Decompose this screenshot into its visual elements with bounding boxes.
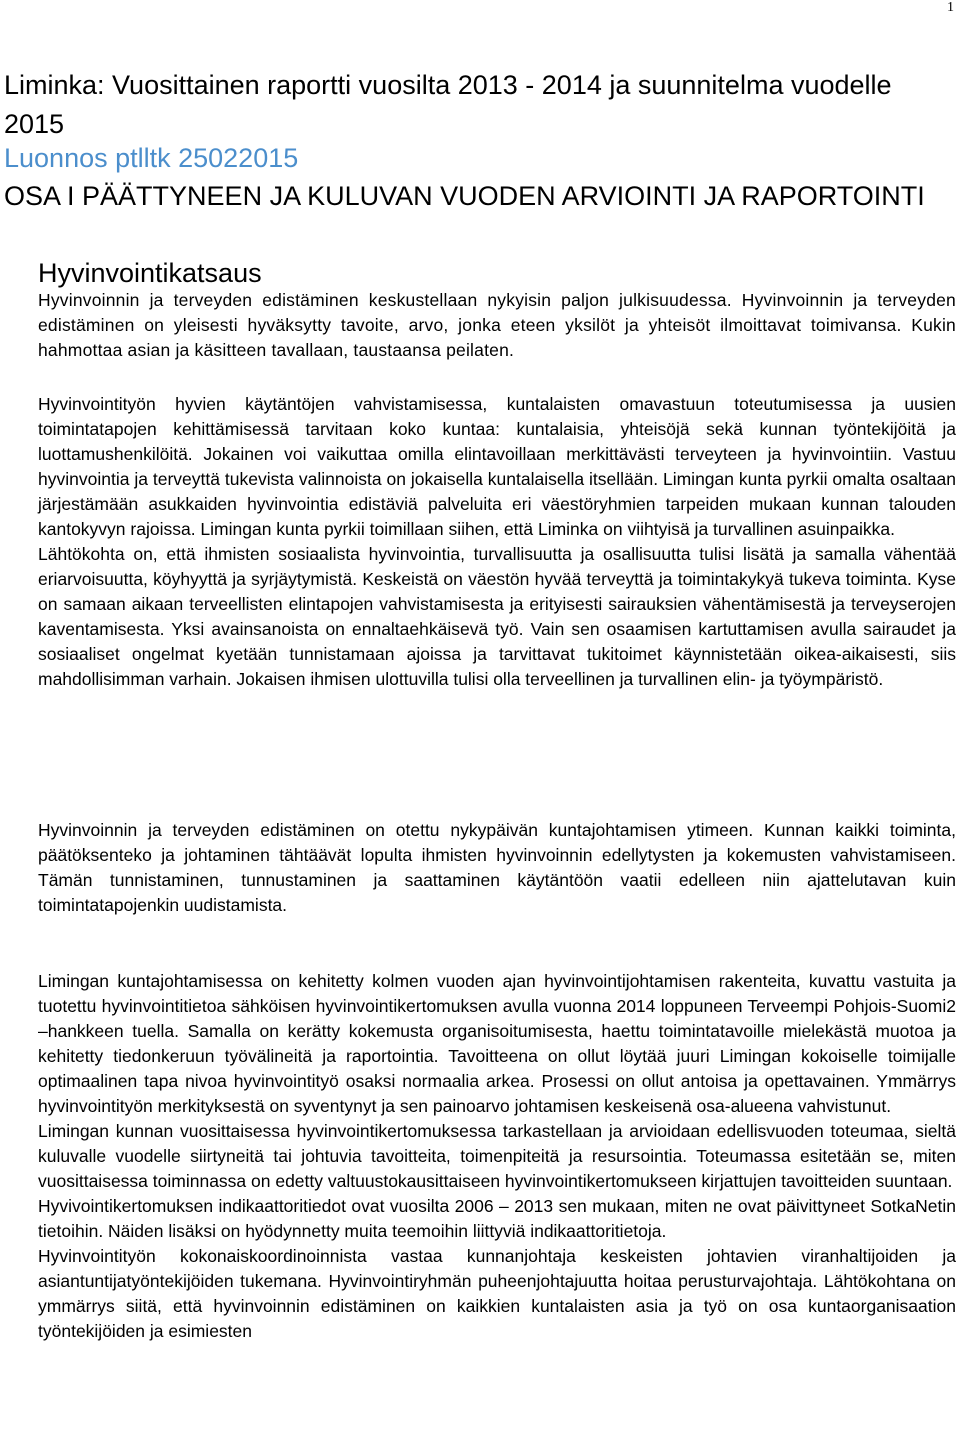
body-block-intro: [38, 288, 956, 363]
section-heading: Hyvinvointikatsaus: [38, 258, 262, 288]
paragraph: Lähtökohta on, että ihmisten sosiaalista hyvinvointia, turvallisuutta ja osallisuutta tulisi lisätä ja samalla vähentää eriarvoisuutta, köyhyyttä ja syrjäytymistä. Keskeistä on väestön hyvää terveyttä ja toimintakykyä tukeva toiminta. Kyse on samaan aikaan terveellisten elintapojen vahvistamisesta ja erityisesti sairauksien vähentämisestä ja terveyserojen kaventamisesta. Yksi avainsanoista on ennaltaehkäisevä työ. Vain sen osaamisen kartuttamisen avulla sairaudet ja sosiaaliset ongelmat kyetään tunnistamaan ajoissa ja tarvittavat tukitoimet käynnistetään oikea-aikaisesti, siis mahdollisimman varhain. Jokaisen ihmisen ulottuvilla tulisi olla terveellinen ja turvallinen elin- ja työympäristö.: [38, 544, 956, 689]
part-heading: OSA I PÄÄTTYNEEN JA KULUVAN VUODEN ARVIOINTI JA RAPORTOINTI: [4, 181, 925, 211]
paragraph: Hyvinvoinnin ja terveyden edistäminen keskustellaan nykyisin paljon julkisuudessa. Hyvinvoinnin ja terveyden edistäminen on yleisesti hyväksytty tavoite, arvo, jonka eteen yksilöt ja yhteisöt ilmoittavat toimivansa. Kukin hahmottaa asian ja käsitteen tavallaan, taustaansa peilaten.: [38, 290, 956, 360]
paragraph: Hyvinvointityön kokonaiskoordinoinnista vastaa kunnanjohtaja keskeisten johtavien viranhaltijoiden ja asiantuntijatyöntekijöiden tukemana. Hyvinvointiryhmän puheenjohtajuutta hoitaa perusturvajohtaja. Lähtökohtana on ymmärrys siitä, että hyvinvoinnin edistäminen on kaikkien kuntalaisten asia ja työ on osa kuntaorganisaation työntekijöiden ja esimiesten: [38, 1246, 956, 1341]
paragraph: Hyvinvoinnin ja terveyden edistäminen on otettu nykypäivän kuntajohtamisen ytimeen. Kunnan kaikki toiminta, päätöksenteko ja johtaminen tähtäävät lopulta ihmisten hyvinvoinnin edellytysten ja kokemusten vahvistamiseen. Tämän tunnistaminen, tunnustaminen ja saattaminen käytäntöön vaatii edelleen niin ajattelutavan kuin toimintatapojenkin uudistamista.: [38, 820, 956, 915]
body-block-leadership: [38, 818, 956, 918]
document-title: Liminka: Vuosittainen raportti vuosilta 2013 - 2014 ja suunnitelma vuodelle 2015: [4, 70, 892, 139]
paragraph: Hyvinvointityön hyvien käytäntöjen vahvistamisessa, kuntalaisten omavastuun toteutumisessa ja uusien toimintatapojen kehittämisessä tarvitaan koko kuntaa: kuntalaisia, yhteisöjä sekä kunnan työntekijöitä ja luottamushenkilöitä. Jokainen voi vaikuttaa omilla elintavoillaan merkittävästi terveyteen ja hyvinvointiin. Vastuu hyvinvointia ja terveyttä tukevista valinnoista on jokaisella kuntalaisella itsellään. Limingan kunta pyrkii omalta osaltaan järjestämään asukkaiden hyvinvointia edistäviä palveluita eri väestöryhmien tarpeiden mukaan kunnan talouden kantokyvyn rajoissa. Limingan kunta pyrkii toimillaan siihen, että Liminka on viihtyisä ja turvallinen asuinpaikka.: [38, 394, 956, 539]
page-number: 1: [947, 0, 954, 15]
paragraph: Hyvivointikertomuksen indikaattoritiedot ovat vuosilta 2006 – 2013 sen mukaan, miten ne ovat päivittyneet SotkaNetin tietoihin. Näiden lisäksi on hyödynnetty muita teemoihin liittyviä indikaattoritietoja.: [38, 1196, 956, 1241]
body-block-report: [38, 969, 956, 1344]
paragraph: Limingan kunnan vuosittaisessa hyvinvointikertomuksessa tarkastellaan ja arvioidaan edellisvuoden toteumaa, sieltä kuluvalle vuodelle siirtyneitä tai johtuvia tavoitteita, toimenpiteitä ja resursointia. Toteumassa esitetään se, miten vuosittaisessa toiminnassa on edetty valtuustokausittaiseen hyvinvointikertomukseen kirjattujen tavoitteiden suuntaan.: [38, 1121, 956, 1191]
body-block-main: [38, 392, 956, 692]
draft-label: Luonnos ptlltk 25022015: [4, 143, 299, 173]
paragraph: Limingan kuntajohtamisessa on kehitetty kolmen vuoden ajan hyvinvointijohtamisen rakenteita, kuvattu vastuita ja tuotettu hyvinvointitietoa sähköisen hyvinvointikertomuksen avulla vuonna 2014 loppuneen Terveempi Pohjois-Suomi2 –hankkeen tuella. Samalla on kerätty kokemusta organisoitumisesta, haettu toimintatavoille mielekästä muotoa ja kehitetty tiedonkeruun työvälineitä ja raportointia. Tavoitteena on ollut löytää juuri Limingan kokoiselle toimijalle optimaalinen tapa nivoa hyvinvointityö osaksi normaalia arkea. Prosessi on ollut antoisa ja opettavainen. Ymmärrys hyvinvointityön merkityksestä on syventynyt ja sen painoarvo johtamisen keskeisenä osa-alueena vahvistunut.: [38, 971, 956, 1116]
